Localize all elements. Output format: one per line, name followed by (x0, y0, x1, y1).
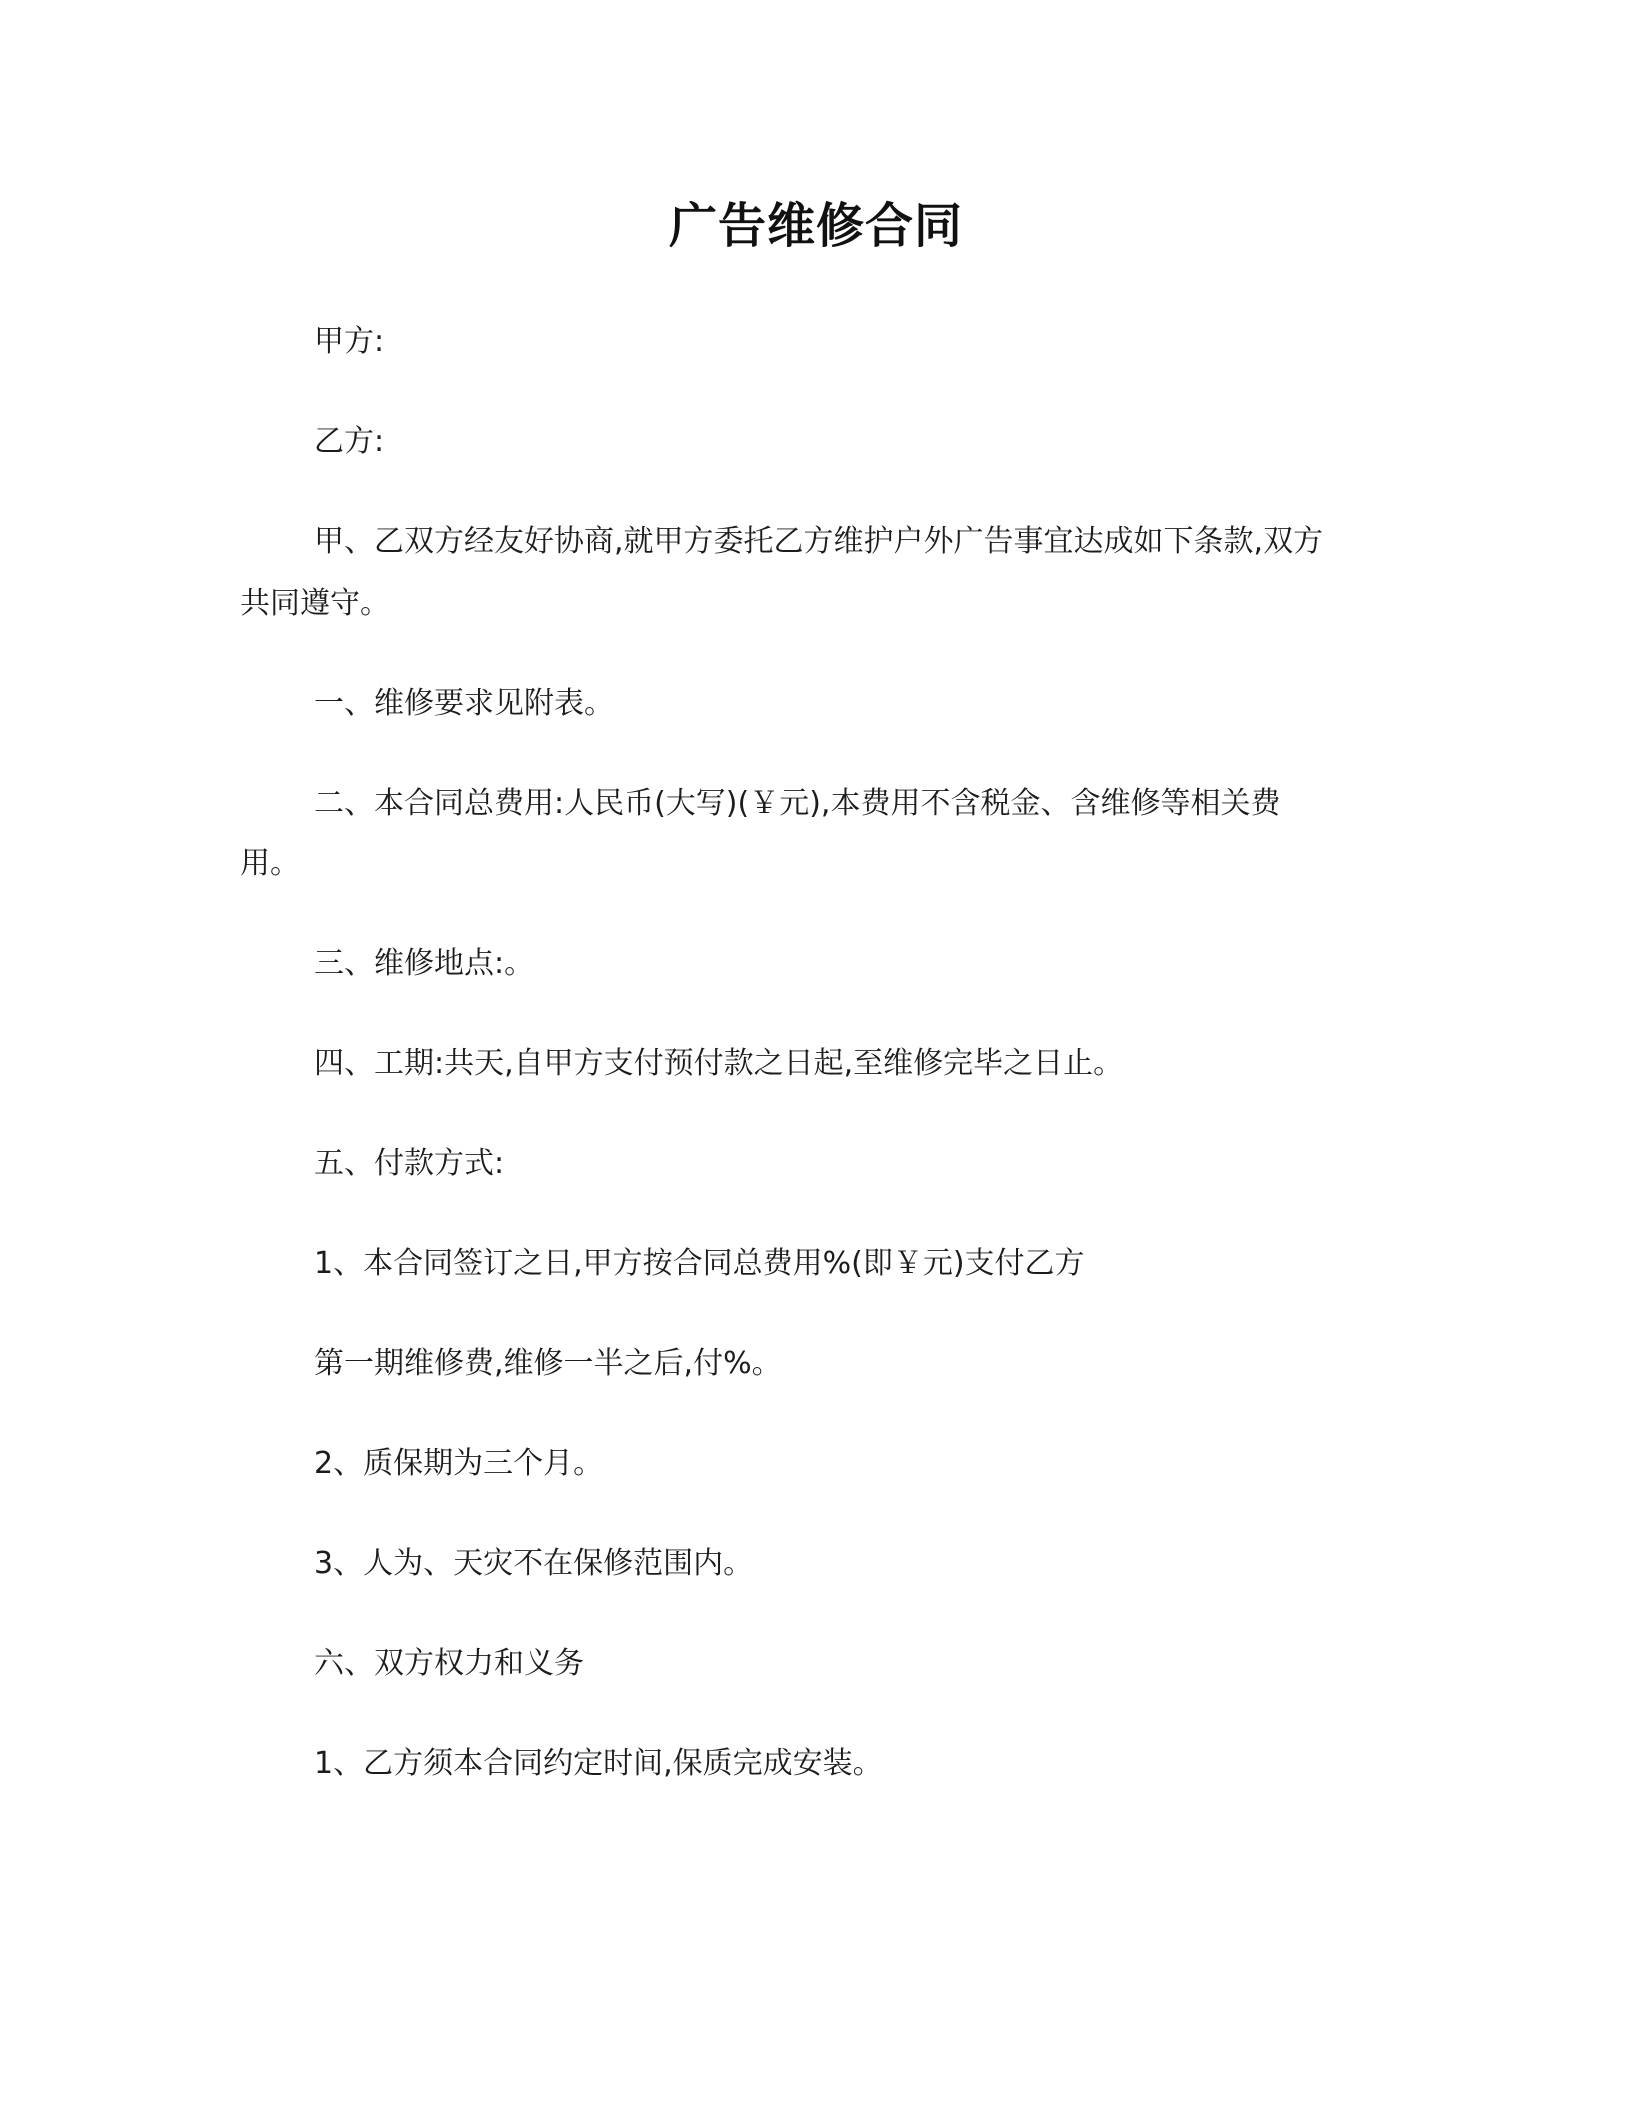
party-a-line: 甲方: (314, 324, 385, 359)
clause-5-item-2: 2、质保期为三个月。 (314, 1446, 604, 1481)
clause-3: 三、维修地点:。 (314, 946, 535, 981)
clause-5-item-3: 3、人为、天灾不在保修范围内。 (314, 1546, 754, 1581)
clause-5-item-1-continued: 第一期维修费,维修一半之后,付%。 (314, 1346, 782, 1381)
clause-6-item-1: 1、乙方须本合同约定时间,保质完成安装。 (314, 1746, 883, 1781)
party-b-line: 乙方: (314, 424, 385, 459)
clause-5: 五、付款方式: (314, 1146, 505, 1181)
page-title: 广告维修合同 (668, 198, 963, 254)
clause-2-line-2: 用。 (240, 846, 300, 881)
clause-5-item-1: 1、本合同签订之日,甲方按合同总费用%(即￥元)支付乙方 (314, 1246, 1085, 1281)
clause-2-line-1: 二、本合同总费用:人民币(大写)(￥元),本费用不含税金、含维修等相关费 (314, 786, 1281, 821)
clause-4: 四、工期:共天,自甲方支付预付款之日起,至维修完毕之日止。 (314, 1046, 1124, 1081)
preamble-line-1: 甲、乙双方经友好协商,就甲方委托乙方维护户外广告事宜达成如下条款,双方 (314, 524, 1324, 559)
clause-6: 六、双方权力和义务 (314, 1646, 584, 1681)
preamble-line-2: 共同遵守。 (240, 586, 390, 621)
clause-1: 一、维修要求见附表。 (314, 686, 614, 721)
